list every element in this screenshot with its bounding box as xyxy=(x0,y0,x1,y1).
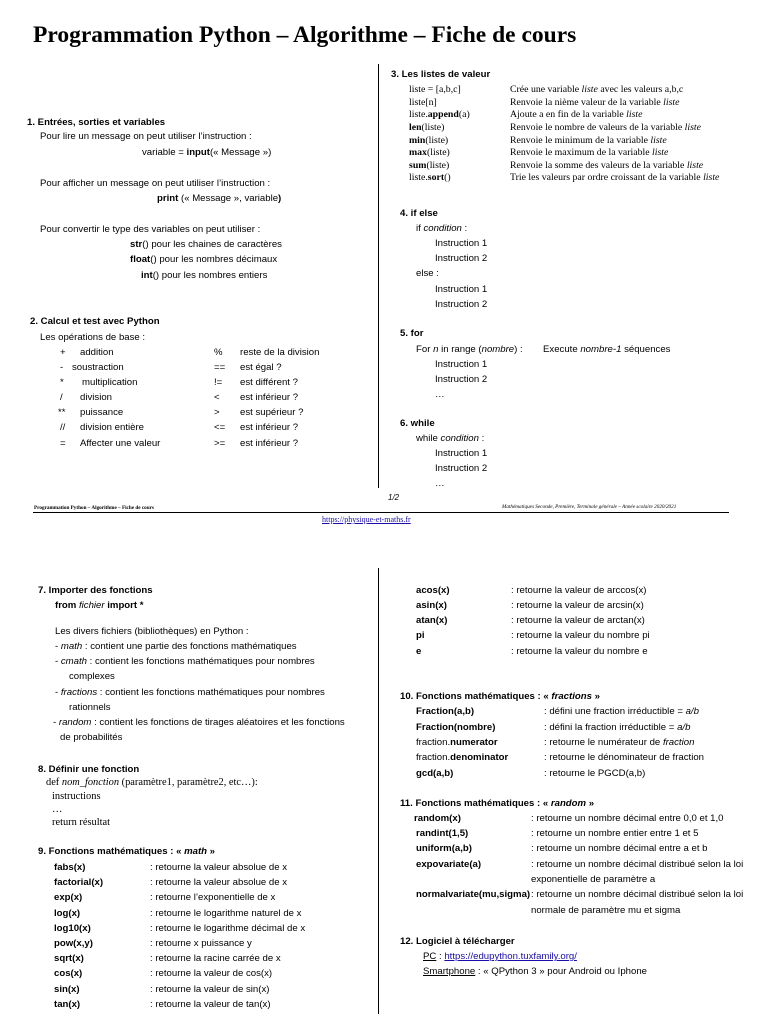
def-ellipsis: … xyxy=(52,804,63,815)
page-title: Programmation Python – Algorithme – Fiche de cours xyxy=(33,22,577,48)
table-row: liste = [a,b,c] xyxy=(409,84,461,95)
function-desc: : retourne la valeur de tan(x) xyxy=(150,999,271,1010)
if-line: if condition : xyxy=(416,223,468,234)
def-instructions: instructions xyxy=(52,791,101,802)
for-line: For n in range (nombre) : xyxy=(416,344,523,355)
table-row: sum(liste) xyxy=(409,160,450,171)
op-desc: soustraction xyxy=(72,362,124,373)
function-name: fraction.denominator xyxy=(416,752,509,763)
function-desc-cont: normale de paramètre mu et sigma xyxy=(531,905,681,916)
function-name: atan(x) xyxy=(416,615,448,626)
op-desc-2: est inférieur ? xyxy=(240,392,299,403)
op-desc-2: est supérieur ? xyxy=(240,407,304,418)
section-12-heading: 12. Logiciel à télécharger xyxy=(400,936,515,947)
function-name: exp(x) xyxy=(54,892,83,903)
function-name: fraction.numerator xyxy=(416,737,498,748)
section-8-heading: 8. Définir une fonction xyxy=(38,764,140,775)
section-10-heading: 10. Fonctions mathématiques : « fractions » xyxy=(400,691,600,702)
for-execute: Execute nombre-1 séquences xyxy=(543,344,671,355)
function-name: uniform(a,b) xyxy=(416,843,472,854)
table-row: liste.sort() xyxy=(409,172,451,183)
section-1-convert-str: str() pour les chaines de caractères xyxy=(130,239,282,250)
section-2-intro: Les opérations de base : xyxy=(40,332,146,343)
op-symbol-2: >= xyxy=(214,438,226,449)
library-math: - math : contient une partie des fonctions mathématiques xyxy=(55,641,297,652)
function-desc: : retourne le PGCD(a,b) xyxy=(544,768,646,779)
op-desc-2: reste de la division xyxy=(240,347,320,358)
page-number: 1/2 xyxy=(388,493,400,502)
op-symbol: // xyxy=(60,422,66,433)
op-desc-2: est inférieur ? xyxy=(240,422,299,433)
function-name: randint(1,5) xyxy=(416,828,469,839)
function-desc: : retourne un nombre entier entre 1 et 5 xyxy=(531,828,699,839)
function-desc-cont: exponentielle de paramètre a xyxy=(531,874,656,885)
function-name: fabs(x) xyxy=(54,862,86,873)
section-7-heading: 7. Importer des fonctions xyxy=(38,585,153,596)
edupython-link[interactable]: https://edupython.tuxfamily.org/ xyxy=(444,951,577,962)
table-row-desc: Renvoie le nombre de valeurs de la variable liste xyxy=(510,122,701,133)
table-row-desc: Renvoie la somme des valeurs de la variable liste xyxy=(510,160,704,171)
function-name: tan(x) xyxy=(54,999,81,1010)
op-desc-2: est différent ? xyxy=(240,377,298,388)
function-name: e xyxy=(416,646,422,657)
section-1-code-input: variable = input(« Message ») xyxy=(142,147,272,158)
section-1-code-print: print (« Message », variable) xyxy=(157,193,282,204)
function-desc: : retourne le logarithme décimal de x xyxy=(150,923,306,934)
while-instruction-2: Instruction 2 xyxy=(435,463,488,474)
op-symbol: * xyxy=(60,377,64,388)
function-desc: : retourne le dénominateur de fraction xyxy=(544,752,704,763)
function-name: sqrt(x) xyxy=(54,953,84,964)
function-name: gcd(a,b) xyxy=(416,768,454,779)
library-fractions: - fractions : contient les fonctions mathématiques pour nombres xyxy=(55,687,325,698)
while-instruction-1: Instruction 1 xyxy=(435,448,488,459)
for-instruction-1: Instruction 1 xyxy=(435,359,488,370)
function-name: acos(x) xyxy=(416,585,450,596)
function-desc: : retourne un nombre décimal entre a et b xyxy=(531,843,708,854)
while-ellipsis: … xyxy=(435,478,445,489)
section-6-heading: 6. while xyxy=(400,418,435,429)
function-desc: : retourne la valeur de cos(x) xyxy=(150,968,273,979)
op-desc: division entière xyxy=(80,422,144,433)
table-row: max(liste) xyxy=(409,147,450,158)
libraries-intro: Les divers fichiers (bibliothèques) en Python : xyxy=(55,626,249,637)
library-cmath: - cmath : contient les fonctions mathématiques pour nombres xyxy=(55,656,315,667)
if-instruction-2: Instruction 2 xyxy=(435,253,488,264)
section-1-convert-float: float() pour les nombres décimaux xyxy=(130,254,278,265)
column-divider-bottom xyxy=(378,568,379,1014)
footer-rule xyxy=(33,512,729,513)
table-row: liste.append(a) xyxy=(409,109,470,120)
import-line: from fichier import * xyxy=(55,600,144,611)
op-symbol-2: <= xyxy=(214,422,226,433)
for-ellipsis: … xyxy=(435,389,445,400)
footer-title: Programmation Python – Algorithme – Fiche de cours xyxy=(34,505,154,511)
function-name: Fraction(a,b) xyxy=(416,706,475,717)
table-row-desc: Ajoute a en fin de la variable liste xyxy=(510,109,643,120)
op-symbol: - xyxy=(60,362,64,373)
section-11-heading: 11. Fonctions mathématiques : « random » xyxy=(400,798,595,809)
function-name: cos(x) xyxy=(54,968,83,979)
op-symbol: / xyxy=(60,392,63,403)
function-desc: : retourne x puissance y xyxy=(150,938,252,949)
for-instruction-2: Instruction 2 xyxy=(435,374,488,385)
op-desc-2: est égal ? xyxy=(240,362,282,373)
footer-course-info: Mathématiques Seconde, Première, Terminale générale – Année scolaire 2020/2021 xyxy=(502,504,677,510)
function-name: sin(x) xyxy=(54,984,80,995)
library-cmath-cont: complexes xyxy=(69,671,115,682)
library-random-cont: de probabilités xyxy=(60,732,123,743)
download-smartphone: Smartphone : « QPython 3 » pour Android ou Iphone xyxy=(423,966,648,977)
library-fractions-cont: rationnels xyxy=(69,702,111,713)
function-name: pi xyxy=(416,630,425,641)
table-row: liste[n] xyxy=(409,97,437,108)
column-divider-top xyxy=(378,64,379,488)
function-name: normalvariate(mu,sigma) xyxy=(416,889,531,900)
function-desc: : retourne la racine carrée de x xyxy=(150,953,281,964)
section-1-line-print: Pour afficher un message on peut utiliser l’instruction : xyxy=(40,178,271,189)
op-desc: Affecter une valeur xyxy=(80,438,161,449)
function-desc: : retourne le numérateur de fraction xyxy=(544,737,695,748)
else-line: else : xyxy=(416,268,439,279)
function-desc: : retourne l’exponentielle de x xyxy=(150,892,276,903)
op-symbol-2: < xyxy=(214,392,220,403)
op-symbol: = xyxy=(60,438,66,449)
footer-website-link[interactable]: https://physique-et-maths.fr xyxy=(322,515,411,524)
table-row-desc: Renvoie le maximum de la variable liste xyxy=(510,147,669,158)
table-row-desc: Trie les valeurs par ordre croissant de la variable liste xyxy=(510,172,720,183)
function-desc: : retourne la valeur de arctan(x) xyxy=(511,615,645,626)
function-name: asin(x) xyxy=(416,600,447,611)
op-desc: puissance xyxy=(80,407,124,418)
function-desc: : retourne la valeur absolue de x xyxy=(150,862,288,873)
table-row: len(liste) xyxy=(409,122,445,133)
table-row: min(liste) xyxy=(409,135,449,146)
function-name: random(x) xyxy=(414,813,461,824)
op-symbol-2: != xyxy=(214,377,223,388)
table-row-desc: Renvoie la nième valeur de la variable liste xyxy=(510,97,680,108)
function-desc: : retourne la valeur de arcsin(x) xyxy=(511,600,644,611)
section-3-heading: 3. Les listes de valeur xyxy=(391,69,491,80)
op-symbol: ** xyxy=(58,407,66,418)
def-return: return résultat xyxy=(52,817,110,828)
function-desc: : retourne la valeur du nombre pi xyxy=(511,630,650,641)
function-name: pow(x,y) xyxy=(54,938,93,949)
table-row-desc: Crée une variable liste avec les valeurs a,b,c xyxy=(510,84,684,95)
function-name: log10(x) xyxy=(54,923,91,934)
function-desc: : retourne la valeur de sin(x) xyxy=(150,984,270,995)
op-desc: multiplication xyxy=(82,377,138,388)
function-desc: : retourne un nombre décimal entre 0,0 et 1,0 xyxy=(531,813,724,824)
table-row-desc: Renvoie le minimum de la variable liste xyxy=(510,135,667,146)
op-desc: division xyxy=(80,392,112,403)
def-line: def nom_fonction (paramètre1, paramètre2, etc…): xyxy=(46,777,258,788)
function-desc: : retourne la valeur absolue de x xyxy=(150,877,288,888)
function-desc: : retourne la valeur du nombre e xyxy=(511,646,648,657)
section-2-heading: 2. Calcul et test avec Python xyxy=(30,316,160,327)
function-desc: : retourne la valeur de arccos(x) xyxy=(511,585,647,596)
function-desc: : défini la fraction irréductible = a/b xyxy=(544,722,691,733)
section-1-line-read: Pour lire un message on peut utiliser l’instruction : xyxy=(40,131,252,142)
function-desc: : retourne le logarithme naturel de x xyxy=(150,908,302,919)
section-4-heading: 4. if else xyxy=(400,208,438,219)
function-desc: : défini une fraction irréductible = a/b xyxy=(544,706,699,717)
function-name: log(x) xyxy=(54,908,81,919)
library-random: - random : contient les fonctions de tirages aléatoires et les fonctions xyxy=(53,717,345,728)
while-line: while condition : xyxy=(416,433,485,444)
else-instruction-2: Instruction 2 xyxy=(435,299,488,310)
op-symbol: + xyxy=(60,347,66,358)
function-desc: : retourne un nombre décimal distribué selon la loi xyxy=(531,889,744,900)
section-9-heading: 9. Fonctions mathématiques : « math » xyxy=(38,846,216,857)
if-instruction-1: Instruction 1 xyxy=(435,238,488,249)
else-instruction-1: Instruction 1 xyxy=(435,284,488,295)
function-name: expovariate(a) xyxy=(416,859,482,870)
op-symbol-2: == xyxy=(214,362,226,373)
section-5-heading: 5. for xyxy=(400,328,424,339)
op-desc-2: est inférieur ? xyxy=(240,438,299,449)
op-desc: addition xyxy=(80,347,114,358)
op-symbol-2: % xyxy=(214,347,223,358)
section-1-line-convert: Pour convertir le type des variables on peut utiliser : xyxy=(40,224,261,235)
function-desc: : retourne un nombre décimal distribué selon la loi xyxy=(531,859,744,870)
section-1-convert-int: int() pour les nombres entiers xyxy=(141,270,268,281)
function-name: factorial(x) xyxy=(54,877,104,888)
function-name: Fraction(nombre) xyxy=(416,722,496,733)
download-pc: PC : https://edupython.tuxfamily.org/ xyxy=(423,951,577,962)
op-symbol-2: > xyxy=(214,407,220,418)
section-1-heading: 1. Entrées, sorties et variables xyxy=(27,117,166,128)
